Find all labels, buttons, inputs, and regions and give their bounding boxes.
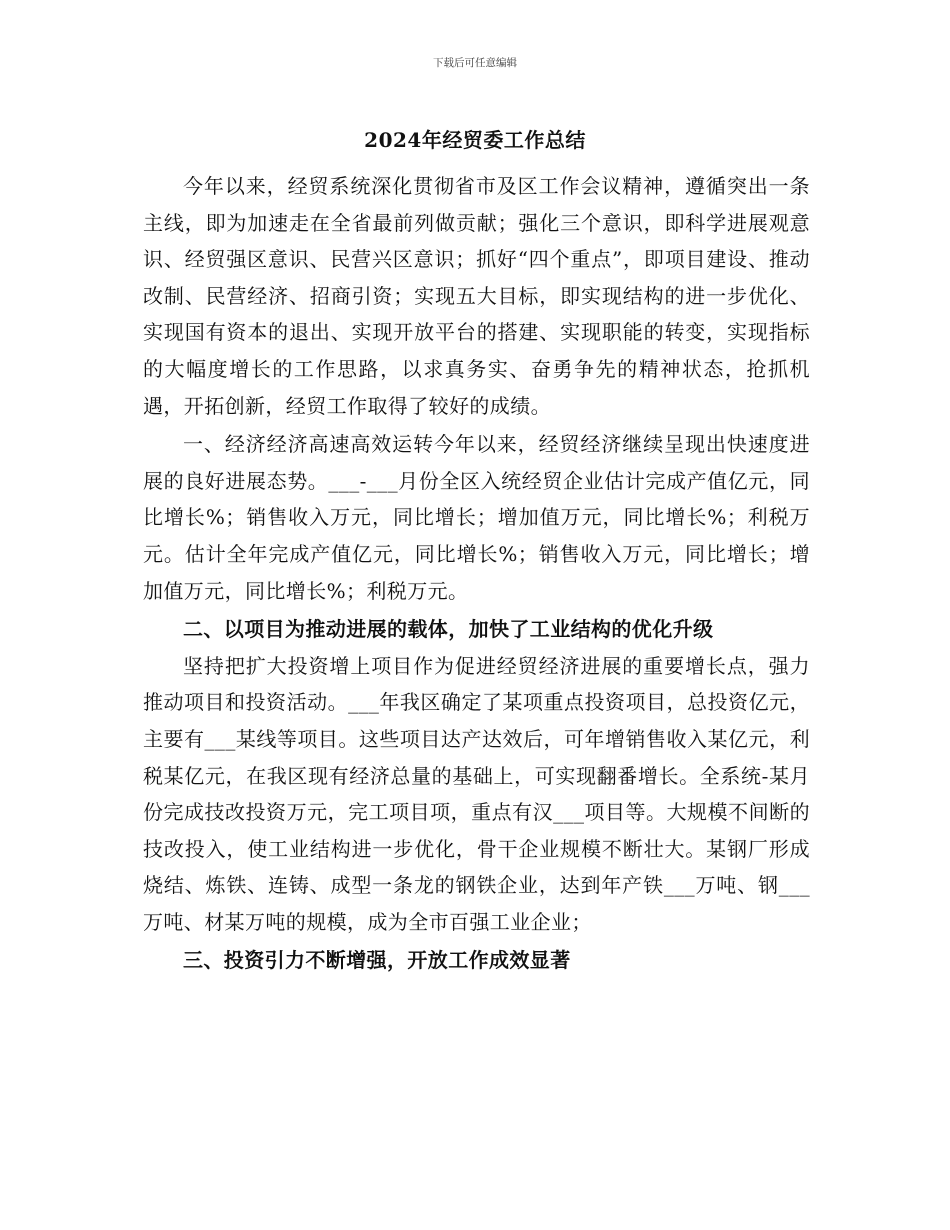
section-heading-2: 二、以项目为推动进展的载体，加快了工业结构的优化升级 (183, 617, 714, 642)
paragraph-section-1: 一、经济经济高速高效运转今年以来，经贸经济继续呈现出快速度进展的良好进展态势。___-___月份全区入统经贸企业估计完成产值亿元，同比增长%；销售收入万元，同比增长；增加值万元，同比增长%；利税万元。估计全年完成产值亿元，同比增长%；销售收入万元，同比增长；增加值万元，同比增长%；利税万元。 (143, 432, 810, 603)
section-heading-3: 三、投资引力不断增强，开放工作成效显著 (183, 948, 571, 973)
paragraph-section-2: 坚持把扩大投资增上项目作为促进经贸经济进展的重要增长点，强力推动项目和投资活动。___年我区确定了某项重点投资项目，总投资亿元，主要有___某线等项目。这些项目达产达效后，可年增销售收入某亿元，利税某亿元，在我区现有经济总量的基础上，可实现翻番增长。全系统-某月份完成技改投资万元，完工项目项，重点有汉___项目等。大规模不间断的技改投入，使工业结构进一步优化，骨干企业规模不断壮大。某钢厂形成烧结、炼铁、连铸、成型一条龙的钢铁企业，达到年产铁___万吨、钢___万吨、材某万吨的规模，成为全市百强工业企业； (143, 653, 810, 934)
header-note: 下载后可任意编辑 (433, 57, 517, 69)
paragraph-intro: 今年以来，经贸系统深化贯彻省市及区工作会议精神，遵循突出一条主线，即为加速走在全省最前列做贡献；强化三个意识，即科学进展观意识、经贸强区意识、民营兴区意识；抓好“四个重点”，即项目建设、推动改制、民营经济、招商引资；实现五大目标，即实现结构的进一步优化、实现国有资本的退出、实现开放平台的搭建、实现职能的转变，实现指标的大幅度增长的工作思路，以求真务实、奋勇争先的精神状态，抢抓机遇，开拓创新，经贸工作取得了较好的成绩。 (143, 174, 810, 418)
document-title: 2024年经贸委工作总结 (364, 128, 586, 152)
document-body (143, 168, 810, 979)
